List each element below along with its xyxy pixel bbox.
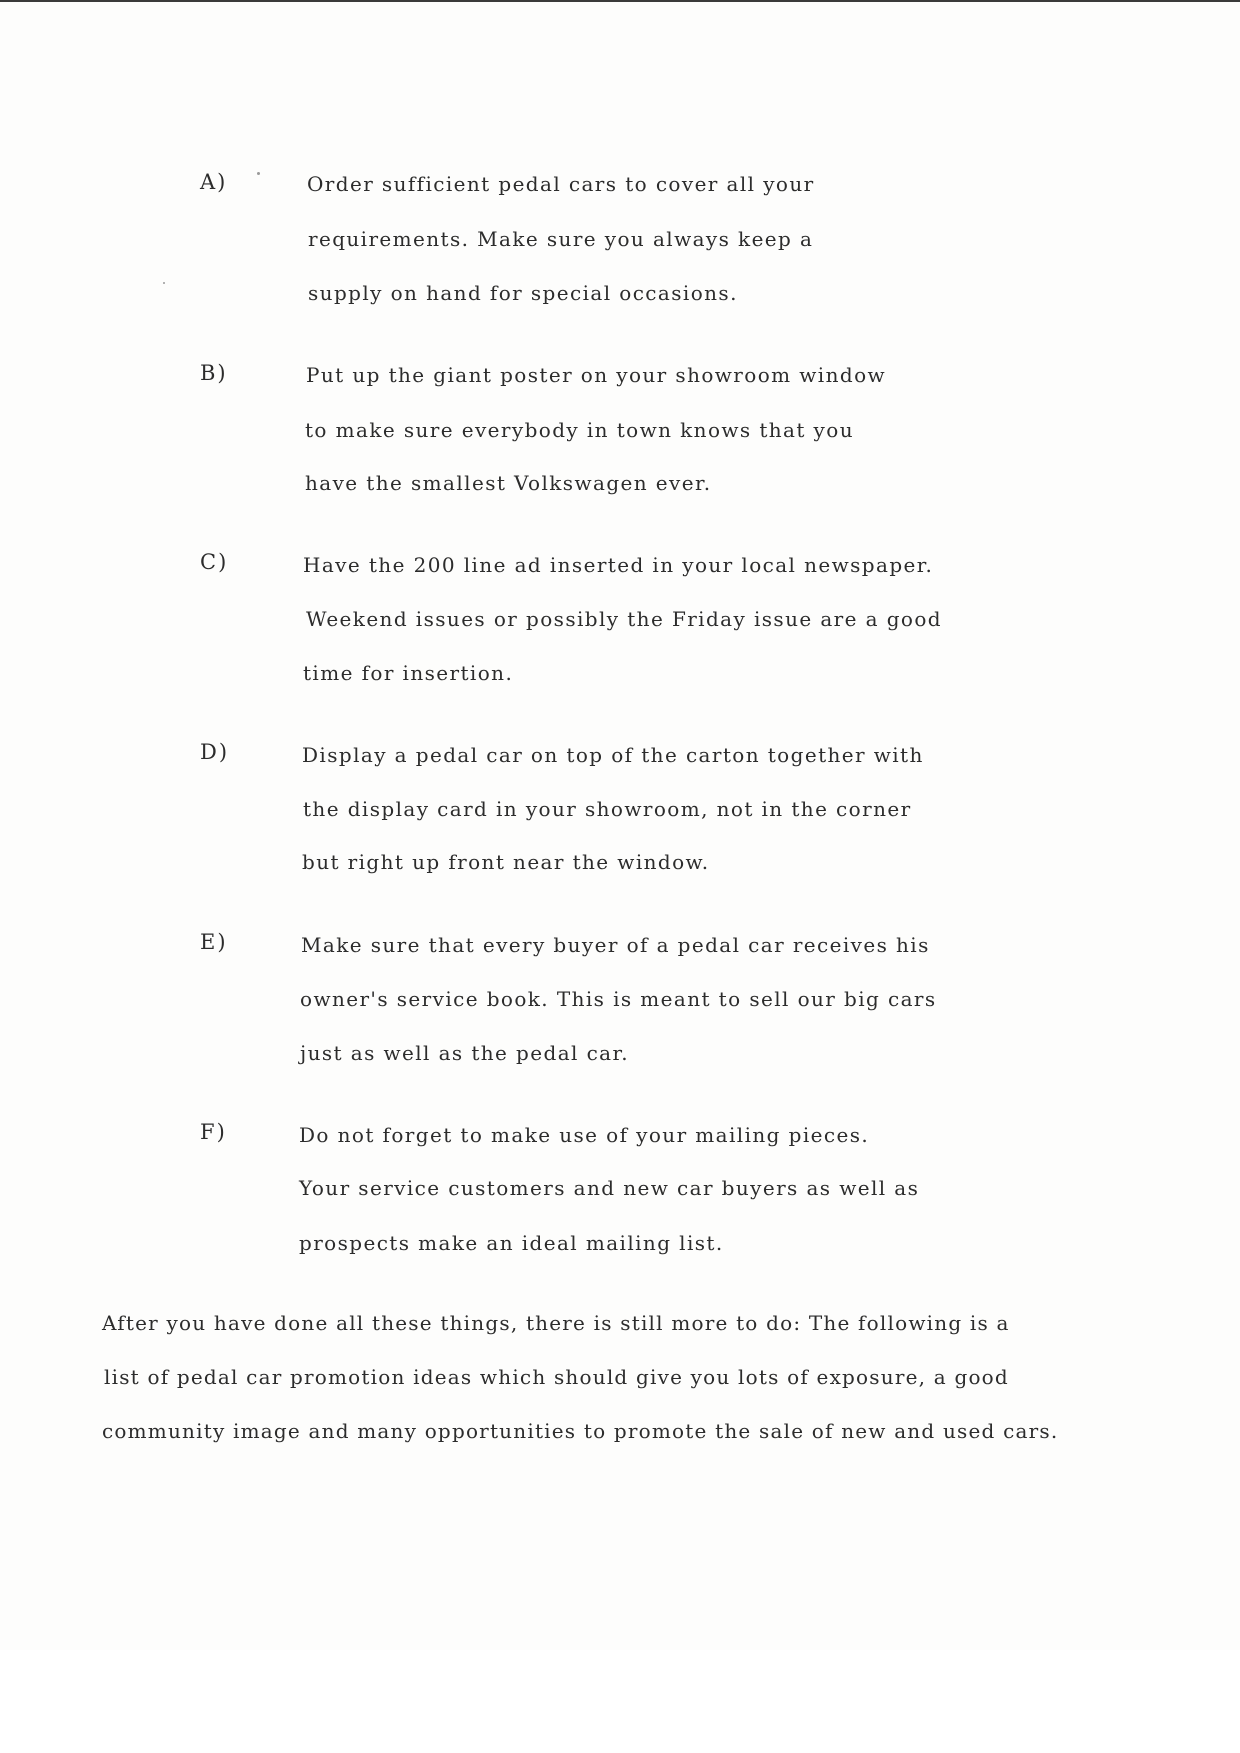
item-line: Display a pedal car on top of the carton together with: [302, 743, 924, 767]
item-line: Order sufficient pedal cars to cover all your: [307, 172, 815, 196]
item-line: supply on hand for special occasions.: [308, 281, 738, 305]
item-line: the display card in your showroom, not in the corner: [303, 797, 912, 821]
item-letter: E): [200, 930, 228, 954]
item-letter: A): [200, 170, 228, 194]
item-line: time for insertion.: [303, 661, 514, 685]
item-letter: F): [200, 1120, 227, 1144]
item-line: Weekend issues or possibly the Friday issue are a good: [306, 607, 943, 631]
item-line: prospects make an ideal mailing list.: [299, 1231, 724, 1255]
item-line: owner's service book. This is meant to sell our big cars: [300, 987, 937, 1011]
item-line: Have the 200 line ad inserted in your local newspaper.: [303, 553, 934, 577]
item-letter: D): [200, 740, 230, 764]
closing-line: community image and many opportunities to promote the sale of new and used cars.: [102, 1419, 1059, 1443]
item-line: just as well as the pedal car.: [300, 1041, 630, 1065]
item-line: Make sure that every buyer of a pedal car receives his: [301, 933, 930, 957]
item-letter: C): [200, 550, 229, 574]
item-line: but right up front near the window.: [302, 850, 710, 874]
paper-speck: [163, 282, 165, 284]
page-top-edge: [0, 0, 1240, 2]
item-line: Do not forget to make use of your mailing pieces.: [299, 1123, 870, 1147]
closing-line: list of pedal car promotion ideas which should give you lots of exposure, a good: [104, 1365, 1009, 1389]
item-line: requirements. Make sure you always keep a: [308, 227, 814, 251]
item-letter: B): [200, 361, 228, 385]
item-line: to make sure everybody in town knows that you: [305, 418, 854, 442]
item-line: Put up the giant poster on your showroom window: [306, 363, 887, 387]
item-line: Your service customers and new car buyers as well as: [299, 1176, 920, 1200]
paper-speck: [257, 172, 260, 175]
item-line: have the smallest Volkswagen ever.: [305, 471, 712, 495]
closing-line: After you have done all these things, there is still more to do: The following is a: [102, 1311, 1010, 1335]
